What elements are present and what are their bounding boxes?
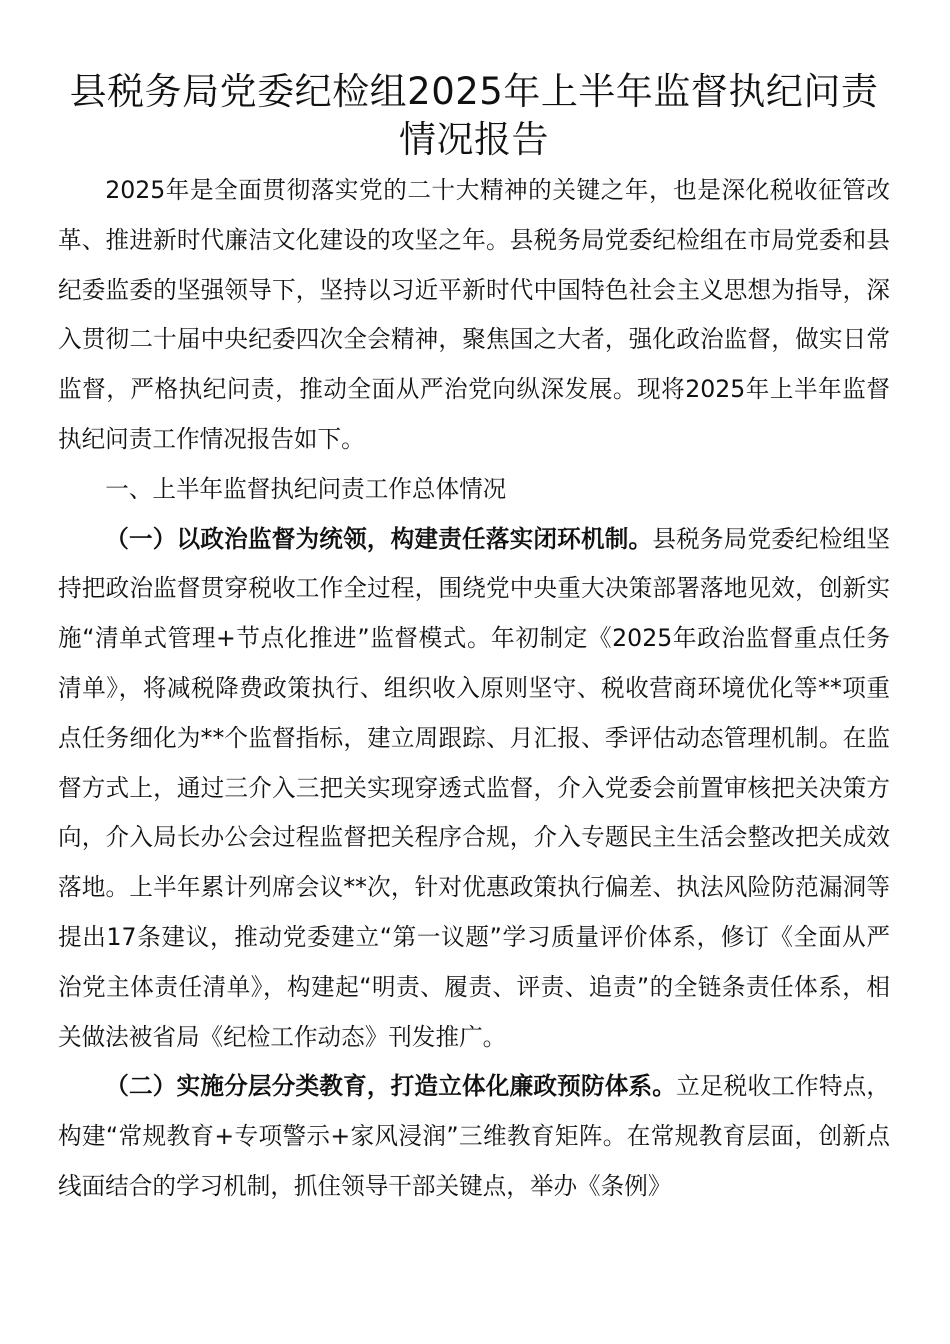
item-1-paragraph bbox=[58, 515, 890, 1063]
intro-paragraph: 2025年是全面贯彻落实党的二十大精神的关键之年，也是深化税收征管改革、推进新时代廉洁文化建设的攻坚之年。县税务局党委纪检组在市局党委和县纪委监委的坚强领导下，坚持以习近平新时代中国特色社会主义思想为指导，深入贯彻二十届中央纪委四次全会精神，聚焦国之大者，强化政治监督，做实日常监督，严格执纪问责，推动全面从严治党向纵深发展。现将2025年上半年监督执纪问责工作情况报告如下。 bbox=[58, 176, 890, 453]
item-2-paragraph bbox=[58, 1062, 890, 1211]
item-1-body: 县税务局党委纪检组坚持把政治监督贯穿税收工作全过程，围绕党中央重大决策部署落地见效，创新实施“清单式管理+节点化推进”监督模式。年初制定《2025年政治监督重点任务清单》，将减税降费政策执行、组织收入原则坚守、税收营商环境优化等**项重点任务细化为**个监督指标，建立周跟踪、月汇报、季评估动态管理机制。在监督方式上，通过三介入三把关实现穿透式监督，介入党委会前置审核把关决策方向，介入局长办公会过程监督把关程序合规，介入专题民主生活会整改把关成效落地。上半年累计列席会议**次，针对优惠政策执行偏差、执法风险防范漏洞等提出17条建议，推动党委建立“第一议题”学习质量评价体系，修订《全面从严治党主体责任清单》，构建起“明责、履责、评责、追责”的全链条责任体系，相关做法被省局《纪检工作动态》刊发推广。 bbox=[58, 524, 890, 1051]
document-page bbox=[58, 68, 890, 1212]
item-1-lead: （一）以政治监督为统领，构建责任落实闭环机制。 bbox=[105, 524, 653, 553]
item-2-body: 立足税收工作特点，构建“常规教育+专项警示+家风浸润”三维教育矩阵。在常规教育层面，创新点线面结合的学习机制，抓住领导干部关键点，举办《条例》 bbox=[58, 1072, 891, 1200]
document-title: 县税务局党委纪检组2025年上半年监督执纪问责情况报告 bbox=[69, 70, 879, 161]
item-2-lead: （二）实施分层分类教育，打造立体化廉政预防体系。 bbox=[105, 1072, 677, 1101]
section-heading: 一、上半年监督执纪问责工作总体情况 bbox=[105, 474, 507, 503]
